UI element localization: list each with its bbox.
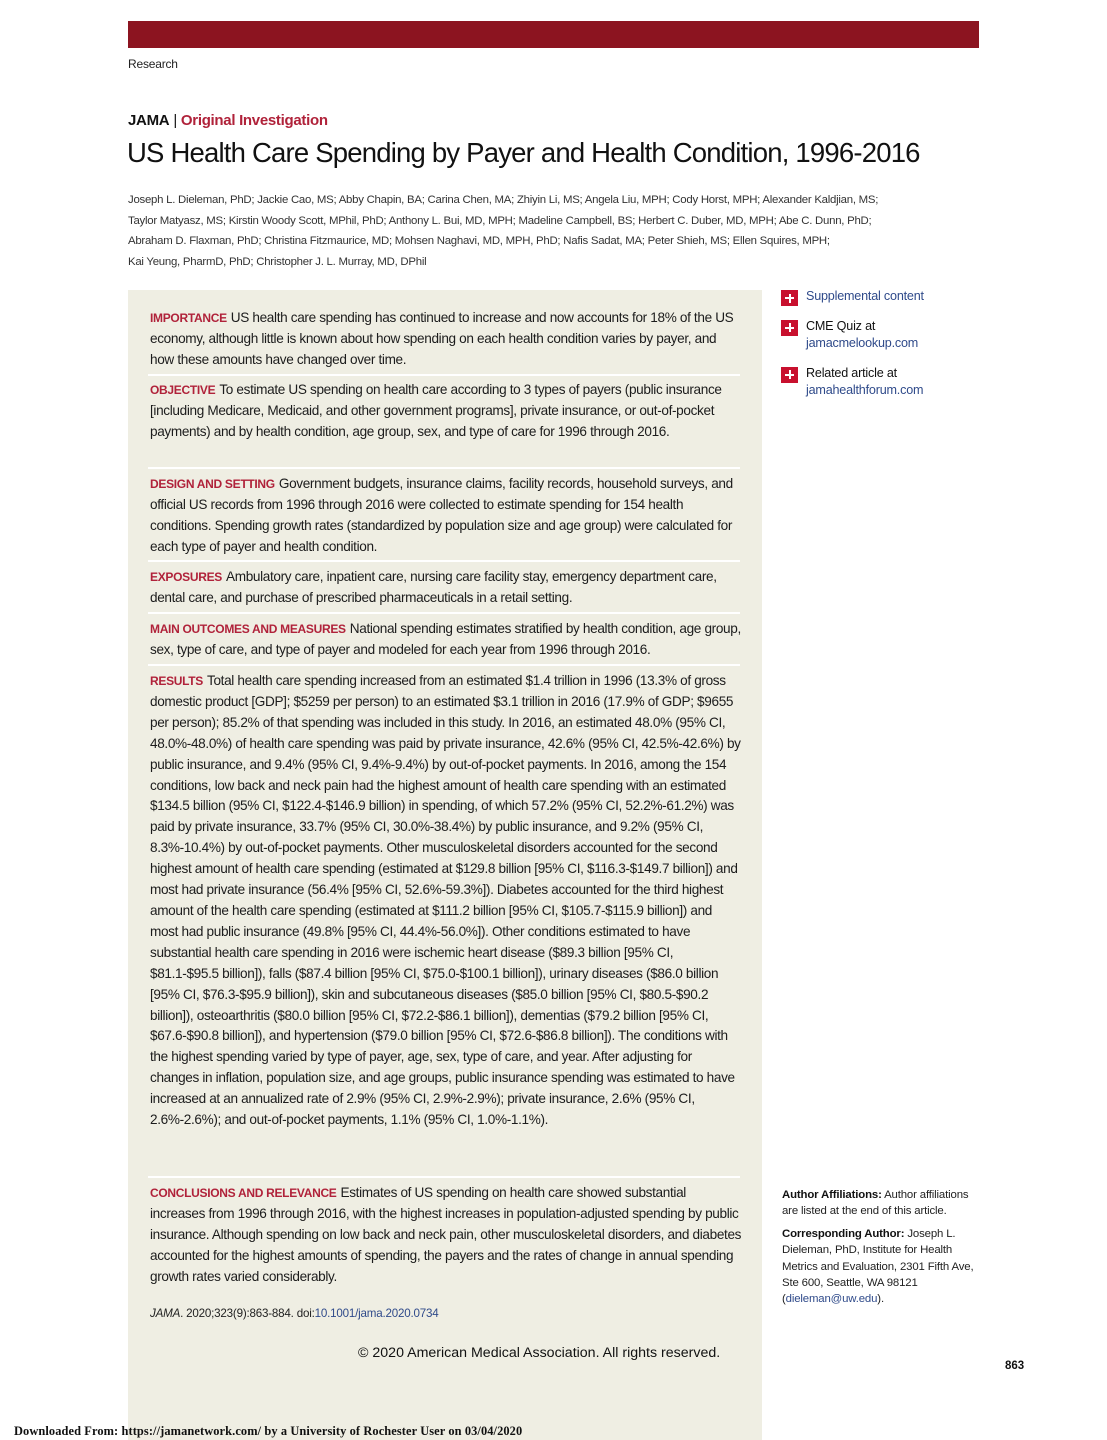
section-text: Total health care spending increased from an estimated $1.4 trillion in 1996 (13.3% of gross domestic product [GDP]; $5259 per person) to an estimated $3.1 trillion in 2016 (17.9% of GDP; $9655 per person); 85.2% of that spending was included in this study. In 2016, an estimated 48.0% (95% CI, 48.0%-48.0%) of health care spending was paid by private insurance, 42.6% (95% CI, 42.5%-42.6%) by public insurance, and 9.4% (95% CI, 9.4%-9.4%) by out-of-pocket payments. In 2016, among the 154 conditions, low back and neck pain had the highest amount of health care spending with an estimated $134.5 billion (95% CI, $122.4-$146.9 billion) in spending, of which 57.2% (95% CI, 52.2%-61.2%) was paid by private insurance, 33.7% (95% CI, 30.0%-38.4%) by public insurance, and 9.2% (95% CI, 8.3%-10.4%) by out-of-pocket payments. Other musculoskeletal disorders accounted for the second highest amount of health care spending (estimated at $129.8 billion [95% CI, $116.3-$149.7 billion]) and most had private insurance (56.4% [95% CI, 52.6%-59.3%]). Diabetes accounted for the third highest amount of the health care spending (estimated at $111.2 billion [95% CI, $105.7-$115.9 billion]) and most had public insurance (49.8% [95% CI, 44.4%-56.0%]). Other conditions estimated to have substantial health care spending in 2016 were ischemic heart disease ($89.3 billion [95% CI, $81.1-$95.5 billion]), falls ($87.4 billion [95% CI, $75.0-$100.1 billion]), urinary diseases ($86.0 billion [95% CI, $76.3-$95.9 billion]), skin and subcutaneous diseases ($85.0 billion [95% CI, $80.5-$90.2 billion]), osteoarthritis ($80.0 billion [95% CI, $72.2-$86.1 billion]), dementias ($79.2 billion [95% CI, $67.6-$90.8 billion]), and hypertension ($79.0 billion [95% CI, $72.6-$86.8 billion]). The conditions with the highest spending varied by type of payer, age, sex, type of care, and year. After adjusting for changes in inflation, population size, and age groups, public insurance spending was estimated to have increased at an annualized rate of 2.9% (95% CI, 2.9%-2.9%); private insurance, 2.6% (95% CI, 2.6%-2.6%); and out-of-pocket payments, 1.1% (95% CI, 1.0%-1.1%).	[150, 673, 741, 1128]
author-list	[128, 190, 988, 273]
section-heading: MAIN OUTCOMES AND MEASURES	[150, 622, 346, 636]
abstract-design-setting	[150, 474, 742, 558]
corresponding-author	[782, 1226, 987, 1308]
author-line: Taylor Matyasz, MS; Kirstin Woody Scott, MPhil, PhD; Anthony L. Bui, MD, MPH; Madeline Campbell, BS; Herbert C. Duber, MD, MPH; Abe C. Dunn, PhD;	[128, 214, 872, 227]
section-text: Government budgets, insurance claims, facility records, household surveys, and official US records from 1996 through 2016 were collected to estimate spending for 154 health conditions. Spending growth rates (standardized by population size and age group) were calculated for each type of payer and health condition.	[150, 476, 733, 554]
copyright-notice: © 2020 American Medical Association. All rights reserved.	[358, 1345, 721, 1361]
section-text: Ambulatory care, inpatient care, nursing care facility stay, emergency department care, dental care, and purchase of prescribed pharmaceuticals in a retail setting.	[150, 569, 717, 605]
section-divider	[148, 560, 740, 562]
corresponding-label: Corresponding Author:	[782, 1227, 905, 1240]
abstract-objective	[150, 380, 742, 443]
download-note: Downloaded From: https://jamanetwork.com/ by a University of Rochester User on 03/04/2020	[14, 1424, 523, 1438]
section-divider	[148, 1176, 740, 1178]
section-heading: OBJECTIVE	[150, 383, 216, 397]
section-heading: EXPOSURES	[150, 570, 222, 584]
author-line: Joseph L. Dieleman, PhD; Jackie Cao, MS; Abby Chapin, BA; Carina Chen, MA; Zhiyin Li, MS; Angela Liu, MPH; Cody Horst, MPH; Alexander Kaldjian, MS;	[128, 194, 879, 206]
link-suffix: at	[883, 365, 897, 380]
abstract-outcomes	[150, 619, 742, 661]
plus-icon	[781, 320, 798, 336]
author-info	[782, 1187, 987, 1314]
section-heading: RESULTS	[150, 674, 204, 688]
cme-quiz-link[interactable]	[781, 318, 1001, 353]
affiliations-text: Author affiliations are listed at the end of this article.	[782, 1189, 969, 1218]
page-number: 863	[1005, 1360, 1025, 1372]
section-text: To estimate US spending on health care according to 3 types of payers (public insurance [including Medicare, Medicaid, and other government programs], private insurance, or out-of-pocket payments) and by health condition, age group, sex, and type of care for 1996 through 2016.	[150, 382, 722, 439]
author-affiliations	[782, 1187, 987, 1220]
link-label: CME Quiz	[806, 318, 862, 333]
section-text: US health care spending has continued to increase and now accounts for 18% of the US economy, although little is known about how spending on each health condition varies by payer, and how these amounts have changed over time.	[150, 310, 734, 367]
author-line: Abraham D. Flaxman, PhD; Christina Fitzmaurice, MD; Mohsen Naghavi, MD, MPH, PhD; Nafis Sadat, MA; Peter Shieh, MS; Ellen Squires, MPH;	[128, 235, 830, 248]
abstract-conclusions	[150, 1183, 742, 1288]
abstract-box	[128, 290, 762, 1440]
article-citation	[150, 1307, 439, 1320]
section-divider	[148, 664, 740, 666]
related-article-link[interactable]	[781, 365, 1001, 400]
link-suffix: at	[861, 318, 876, 333]
article-kicker	[128, 112, 328, 129]
corresponding-end: ).	[877, 1293, 884, 1306]
link-url[interactable]: jamacmelookup.com	[806, 336, 919, 351]
section-label: Research	[128, 57, 178, 71]
plus-icon	[781, 290, 798, 306]
link-label: Related article	[806, 365, 884, 380]
section-heading: DESIGN AND SETTING	[150, 477, 275, 491]
author-line: Kai Yeung, PharmD, PhD; Christopher J. L. Murray, MD, DPhil	[128, 256, 427, 269]
section-heading: CONCLUSIONS AND RELEVANCE	[150, 1186, 337, 1200]
journal-header-bar	[128, 21, 979, 48]
kicker-separator: |	[173, 112, 177, 129]
plus-icon	[781, 367, 798, 383]
section-text: Estimates of US spending on health care showed substantial increases from 1996 through 2016, with the highest increases in population-adjusted spending by public insurance. Although spending on low back and neck pain, other musculoskeletal disorders, and diabetes accounted for the highest amounts of spending, the payers and the rates of change in annual spending growth rates varied considerably.	[150, 1185, 742, 1284]
doi-link[interactable]: 10.1001/jama.2020.0734	[314, 1307, 439, 1320]
affiliations-label: Author Affiliations:	[782, 1189, 882, 1201]
sidebar-links	[781, 288, 1001, 412]
corresponding-text: Joseph L. Dieleman, PhD, Institute for Health Metrics and Evaluation, 2301 Fifth Ave, Ste 600, Seattle, WA 98121 (	[782, 1227, 974, 1306]
section-divider	[148, 374, 740, 376]
abstract-importance	[150, 308, 742, 371]
link-label[interactable]: Supplemental content	[806, 289, 924, 303]
citation-journal: JAMA	[150, 1307, 181, 1320]
supplemental-content-link[interactable]	[781, 288, 1001, 306]
section-divider	[148, 467, 740, 469]
section-divider	[148, 612, 740, 614]
email-link[interactable]: dieleman@uw.edu	[785, 1293, 878, 1306]
article-type: Original Investigation	[180, 112, 328, 129]
article-title: US Health Care Spending by Payer and Health Condition, 1996-2016	[127, 137, 920, 168]
abstract-exposures	[150, 567, 742, 609]
section-text: National spending estimates stratified by health condition, age group, sex, type of care, and type of payer and modeled for each year from 1996 through 2016.	[150, 621, 741, 657]
section-heading: IMPORTANCE	[150, 311, 227, 325]
link-url[interactable]: jamahealthforum.com	[806, 383, 924, 398]
journal-name: JAMA	[128, 112, 170, 129]
abstract-results	[150, 671, 742, 1131]
citation-text: . 2020;323(9):863-884. doi:	[180, 1307, 315, 1320]
